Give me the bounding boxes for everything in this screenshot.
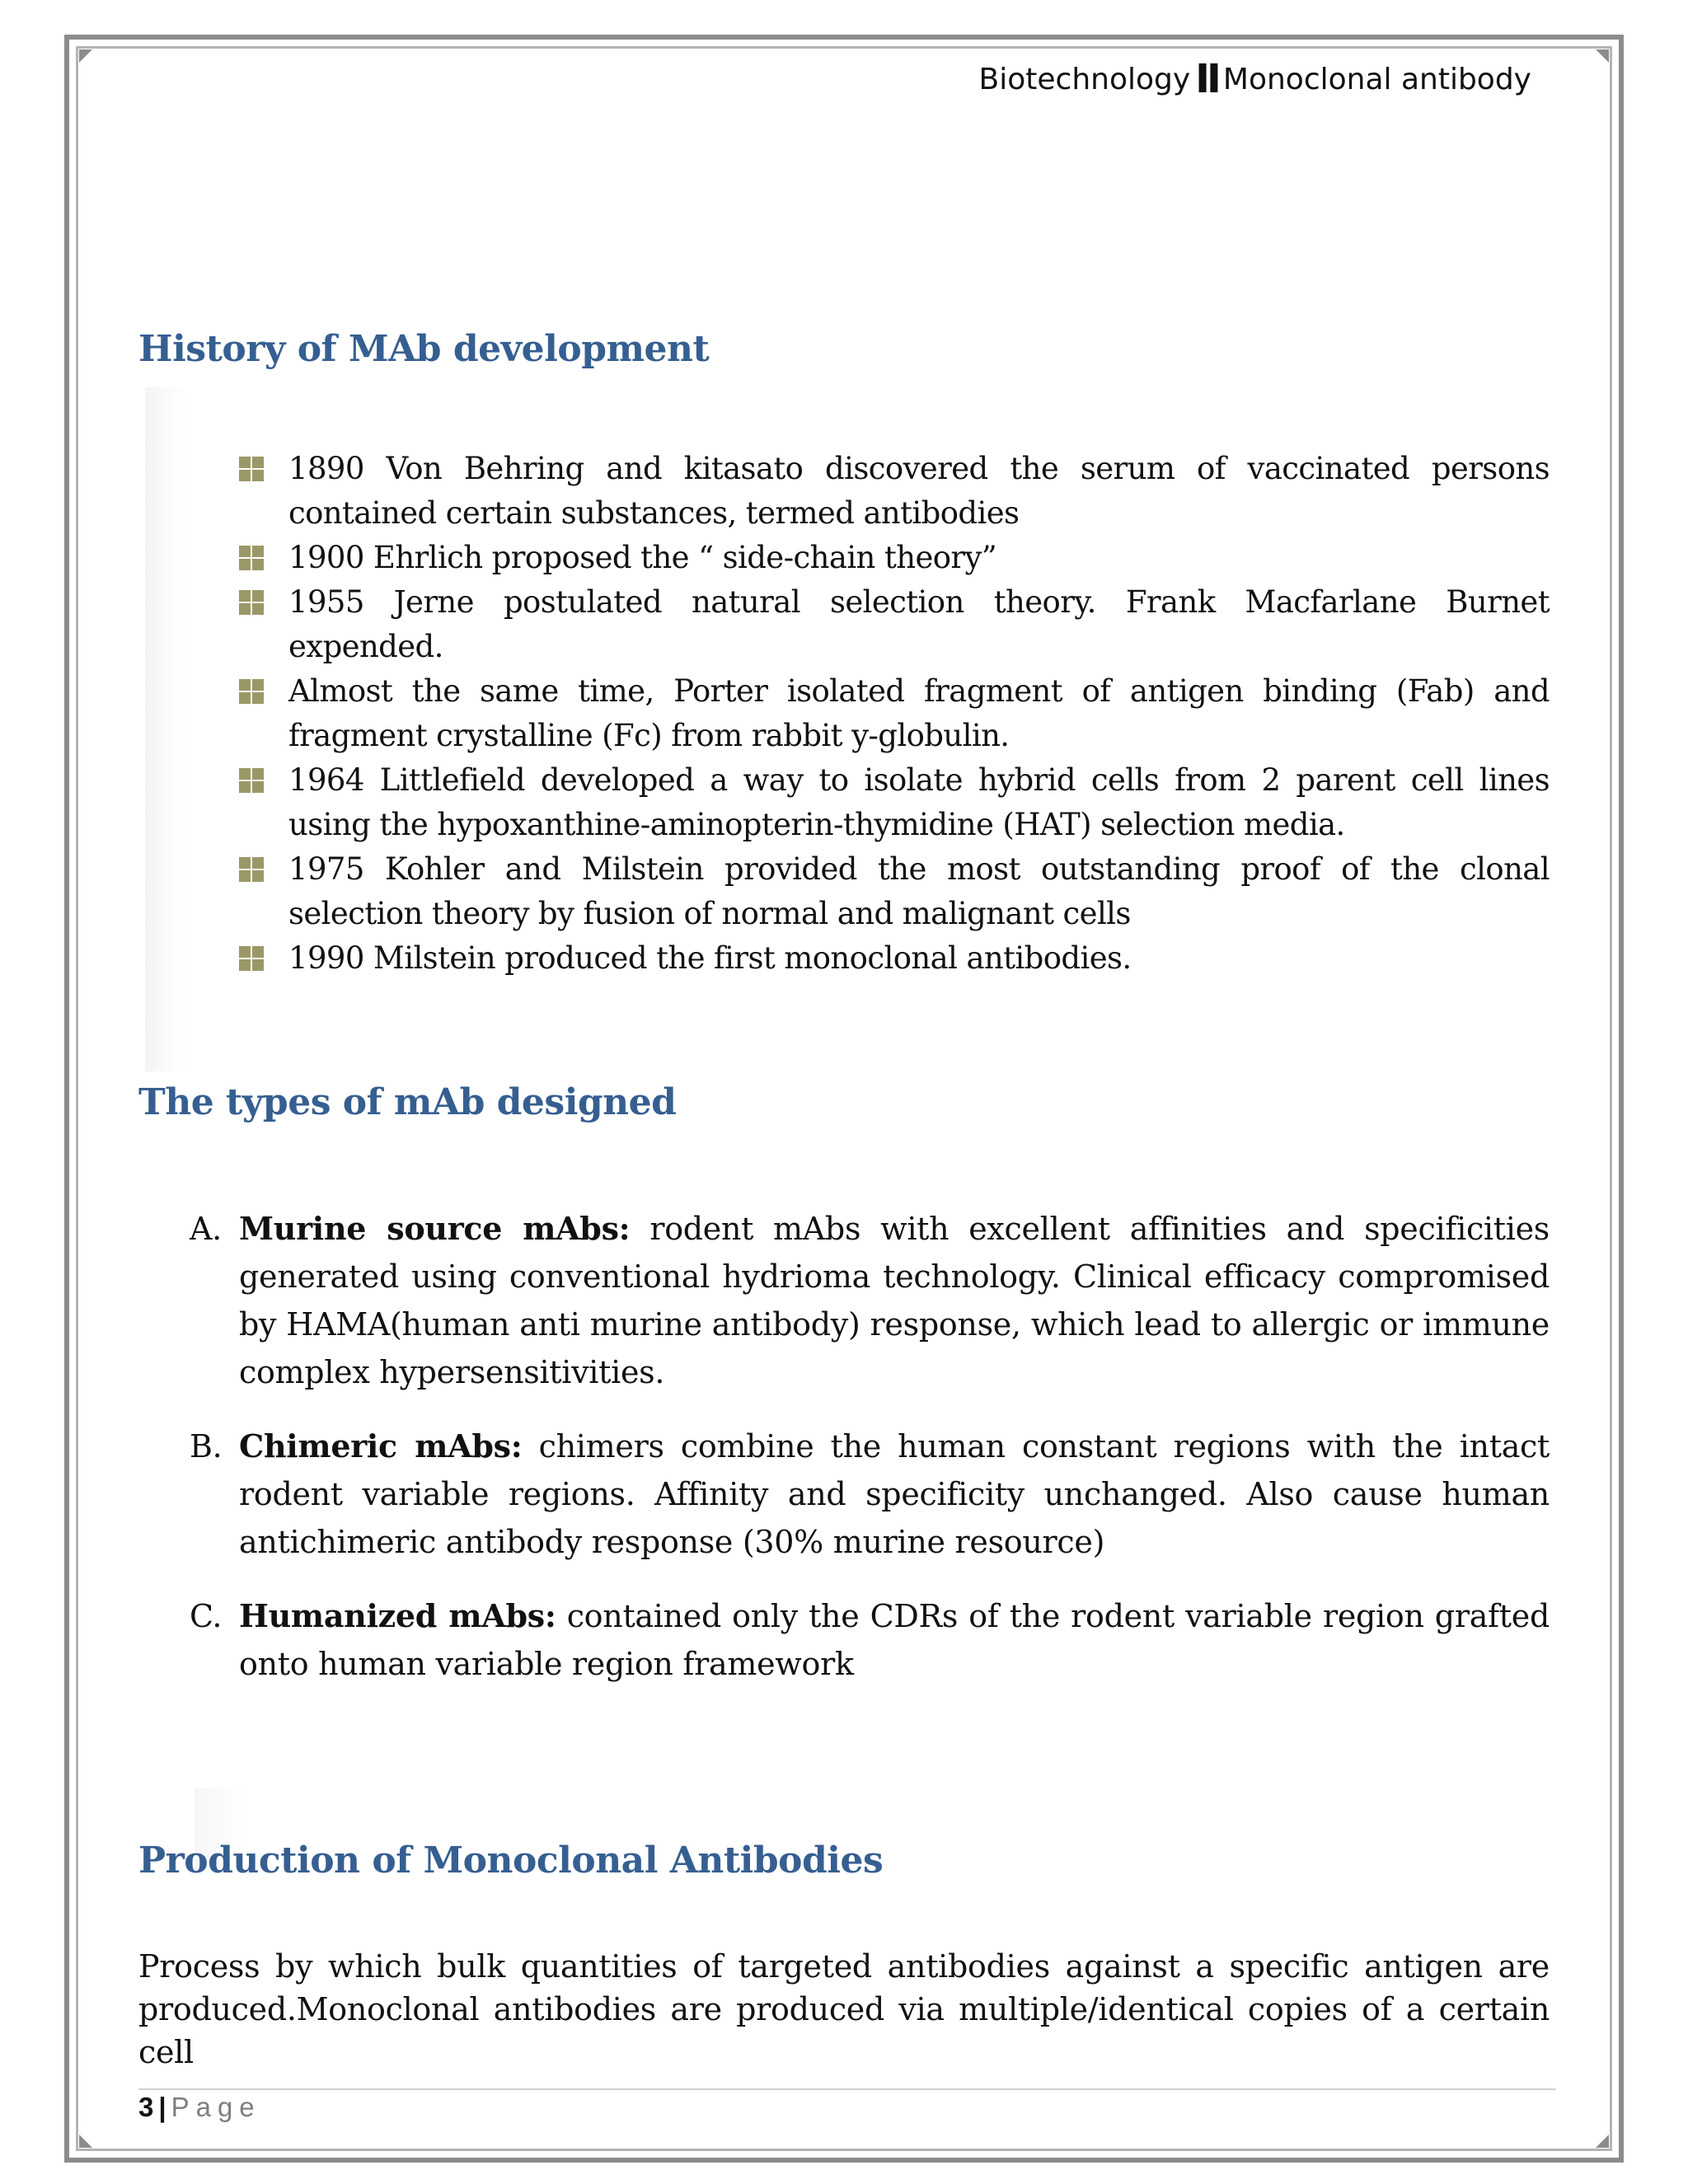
footer-divider bbox=[138, 2088, 1556, 2090]
history-item bbox=[239, 669, 1550, 758]
type-item-humanized bbox=[183, 1592, 1550, 1688]
section-heading-production: Production of Monoclonal Antibodies bbox=[138, 1840, 884, 1882]
type-item-chimeric bbox=[183, 1422, 1550, 1566]
history-item-text: 1990 Milstein produced the first monoclonal antibodies. bbox=[288, 940, 1132, 976]
history-item-text: 1964 Littlefield developed a way to isolate hybrid cells from 2 parent cell lines using the hypoxanthine-aminopterin-thymidine (HAT) selection media. bbox=[288, 762, 1550, 842]
square-bullet-icon bbox=[239, 768, 264, 793]
type-description: contained only the CDRs of the rodent variable region grafted onto human variable region framework bbox=[239, 1598, 1550, 1682]
type-term: Murine source mAbs: bbox=[239, 1210, 631, 1247]
header-topic: Monoclonal antibody bbox=[1222, 63, 1531, 96]
section-heading-types: The types of mAb designed bbox=[138, 1081, 677, 1123]
history-item bbox=[239, 447, 1550, 536]
type-description: chimers combine the human constant regions with the intact rodent variable regions. Affinity and specificity unchanged. Also cause human antichimeric antibody response (30% murine resource) bbox=[239, 1428, 1550, 1560]
background-shade bbox=[145, 387, 186, 1071]
square-bullet-icon bbox=[239, 946, 264, 971]
header-subject: Biotechnology bbox=[978, 63, 1191, 96]
history-item-text: 1890 Von Behring and kitasato discovered the serum of vaccinated persons contained certain substances, termed antibodies bbox=[288, 451, 1550, 531]
square-bullet-icon bbox=[239, 679, 264, 704]
history-item bbox=[239, 847, 1550, 936]
history-item bbox=[239, 936, 1550, 981]
corner-ornament-bottom-right bbox=[1596, 2135, 1609, 2148]
corner-ornament-top-left bbox=[79, 49, 92, 63]
square-bullet-icon bbox=[239, 590, 264, 615]
header-separator: II bbox=[1195, 56, 1218, 102]
list-marker: A. bbox=[190, 1211, 222, 1247]
history-item-text: 1975 Kohler and Milstein provided the most outstanding proof of the clonal selection theory by fusion of normal and malignant cells bbox=[288, 851, 1550, 931]
history-item-text: 1955 Jerne postulated natural selection theory. Frank Macfarlane Burnet expended. bbox=[288, 584, 1550, 664]
type-description: rodent mAbs with excellent affinities and specificities generated using conventional hydrioma technology. Clinical efficacy compromised by HAMA(human anti murine antibody) response, which lead to allergic or immune complex hypersensitivities. bbox=[239, 1211, 1550, 1390]
history-item-text: 1900 Ehrlich proposed the “ side-chain theory” bbox=[288, 540, 997, 575]
history-item-text: Almost the same time, Porter isolated fragment of antigen binding (Fab) and fragment crystalline (Fc) from rabbit y-globulin. bbox=[288, 673, 1550, 753]
page-label: Page bbox=[171, 2092, 261, 2122]
running-header bbox=[979, 56, 1531, 102]
page-footer bbox=[138, 2092, 261, 2123]
corner-ornament-bottom-left bbox=[79, 2135, 92, 2148]
list-marker: B. bbox=[190, 1428, 223, 1465]
square-bullet-icon bbox=[239, 457, 264, 481]
corner-ornament-top-right bbox=[1596, 49, 1609, 63]
history-item bbox=[239, 758, 1550, 847]
square-bullet-icon bbox=[239, 857, 264, 882]
type-term: Humanized mAbs: bbox=[239, 1597, 556, 1634]
type-term: Chimeric mAbs: bbox=[239, 1427, 523, 1465]
history-item bbox=[239, 536, 1550, 580]
section-heading-history: History of MAb development bbox=[138, 328, 710, 370]
production-paragraph: Process by which bulk quantities of targeted antibodies against a specific antigen are produced.Monoclonal antibodies are produced via multiple/identical copies of a certain cell bbox=[138, 1948, 1550, 2070]
history-item bbox=[239, 580, 1550, 669]
types-list bbox=[183, 1205, 1550, 1714]
type-item-murine bbox=[183, 1205, 1550, 1396]
history-list bbox=[239, 447, 1550, 981]
footer-separator: | bbox=[158, 2092, 166, 2122]
page-number: 3 bbox=[138, 2092, 154, 2122]
square-bullet-icon bbox=[239, 546, 264, 570]
list-marker: C. bbox=[190, 1598, 223, 1634]
